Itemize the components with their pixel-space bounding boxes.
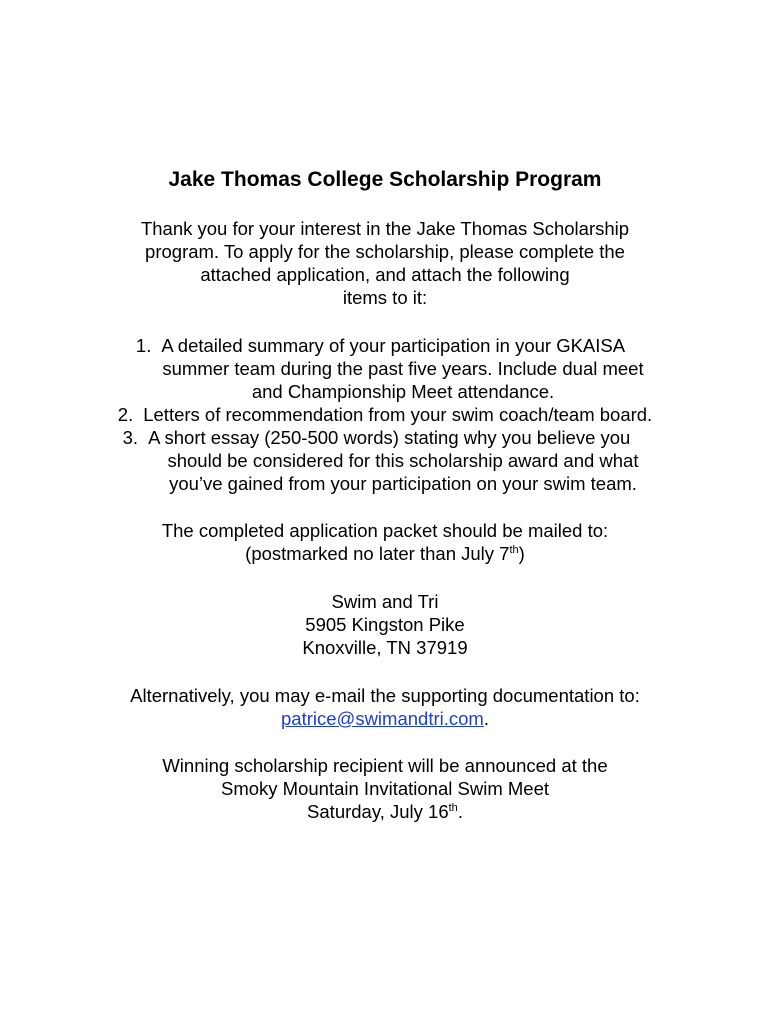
mailing-instructions xyxy=(0,519,770,565)
email-link[interactable]: patrice@swimandtri.com xyxy=(281,708,484,729)
address-street: 5905 Kingston Pike xyxy=(305,614,465,635)
postmark-text: (postmarked no later than July 7 xyxy=(245,543,510,564)
list-item-continuation: summer team during the past five years. Include dual meet xyxy=(162,358,644,379)
intro-line: Thank you for your interest in the Jake Thomas Scholarship xyxy=(140,218,630,239)
email-instructions xyxy=(0,684,770,730)
announcement-paragraph xyxy=(0,754,770,823)
list-number: 3. xyxy=(122,427,139,448)
announcement-line: Smoky Mountain Invitational Swim Meet xyxy=(221,778,549,799)
list-item-2 xyxy=(0,403,770,426)
announcement-line: Winning scholarship recipient will be announced at the xyxy=(162,755,608,776)
postmark-line xyxy=(0,542,770,565)
list-item-continuation: you’ve gained from your participation on your swim team. xyxy=(169,473,637,494)
list-item-text: Letters of recommendation from your swim coach/team board. xyxy=(143,404,653,425)
email-line xyxy=(0,707,770,730)
email-suffix: . xyxy=(483,708,489,729)
mailing-address xyxy=(0,590,770,659)
list-item-text: A detailed summary of your participation in your GKAISA xyxy=(161,335,626,356)
address-city: Knoxville, TN 37919 xyxy=(302,637,468,658)
announcement-date-text: Saturday, July 16 xyxy=(307,801,449,822)
list-number: 2. xyxy=(117,404,134,425)
list-item-continuation: should be considered for this scholarship award and what xyxy=(167,450,639,471)
list-item-continuation: and Championship Meet attendance. xyxy=(251,381,555,402)
list-item-1 xyxy=(0,334,770,357)
intro-line: items to it: xyxy=(342,287,428,308)
announcement-date-period: . xyxy=(457,801,463,822)
mailing-line: The completed application packet should be mailed to: xyxy=(161,520,609,541)
list-number: 1. xyxy=(135,335,152,356)
email-instruction-line: Alternatively, you may e-mail the supporting documentation to: xyxy=(130,685,640,706)
list-item-3 xyxy=(0,426,770,449)
announcement-date-superscript: th xyxy=(448,802,458,814)
announcement-date xyxy=(0,800,770,823)
postmark-closing: ) xyxy=(518,543,525,564)
document-title: Jake Thomas College Scholarship Program xyxy=(168,168,602,191)
intro-line: attached application, and attach the following xyxy=(200,264,570,285)
list-item-text: A short essay (250-500 words) stating why you believe you xyxy=(148,427,631,448)
address-name: Swim and Tri xyxy=(331,591,439,612)
intro-line: program. To apply for the scholarship, please complete the xyxy=(145,241,625,262)
requirements-list xyxy=(0,334,770,495)
intro-paragraph xyxy=(0,217,770,309)
postmark-superscript: th xyxy=(509,544,519,556)
